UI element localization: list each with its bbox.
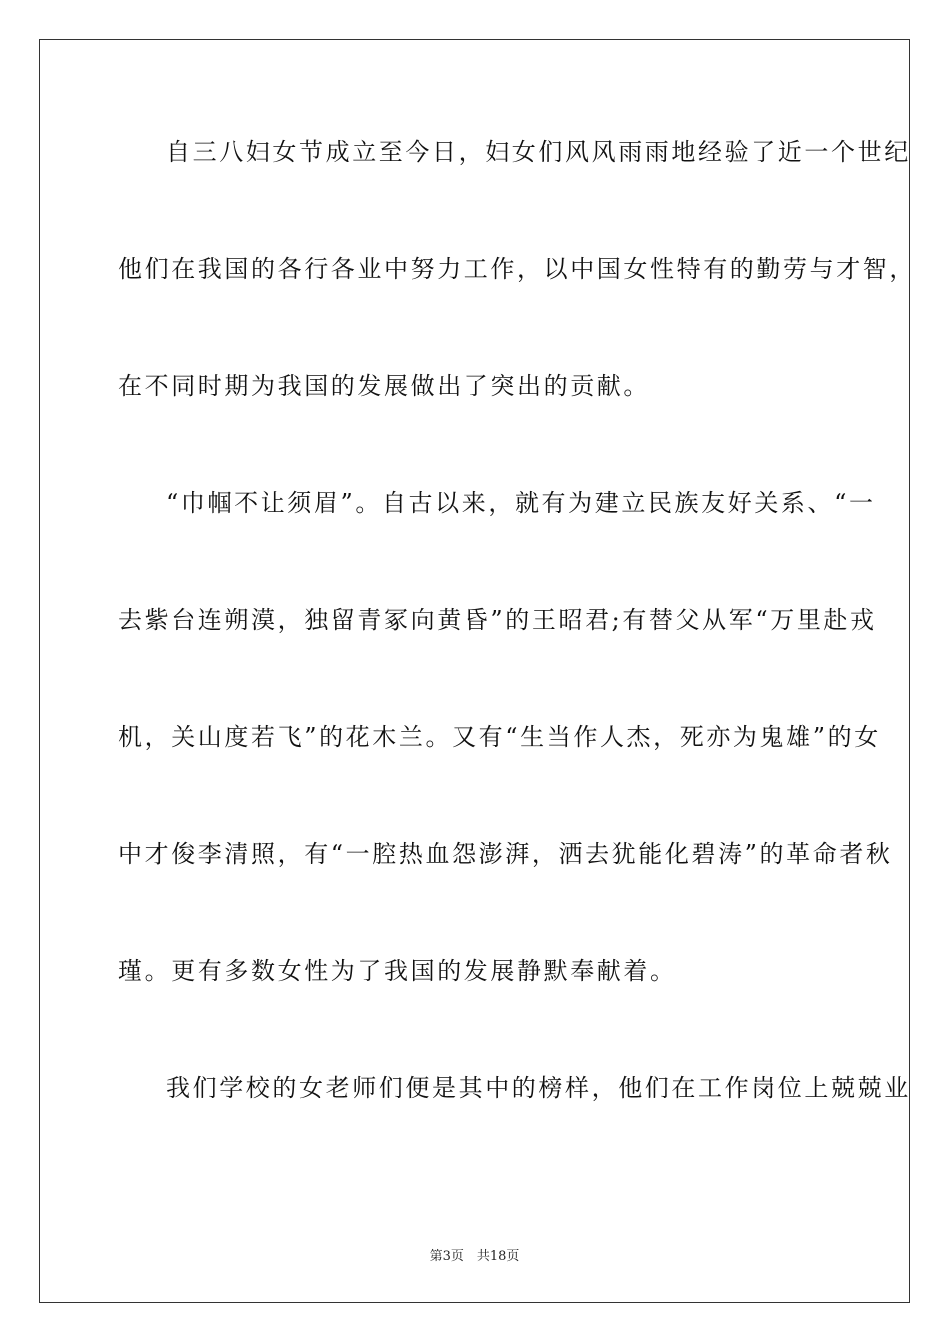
page-number-footer: 第3页 共18页 [429, 1249, 520, 1264]
paragraph-2-line-3: 机，关山度若飞”的花木兰。又有“生当作人杰，死亦为鬼雄”的女 [118, 723, 881, 751]
paragraph-1-line-3: 在不同时期为我国的发展做出了突出的贡献。 [118, 372, 650, 400]
paragraph-2-line-2: 去紫台连朔漠，独留青冢向黄昏”的王昭君;有替父从军“万里赴戎 [118, 606, 877, 634]
paragraph-2-line-1: “巾帼不让须眉”。自古以来，就有为建立民族友好关系、“一 [166, 489, 876, 517]
paragraph-2-line-4: 中才俊李清照，有“一腔热血怨澎湃，洒去犹能化碧涛”的革命者秋 [118, 840, 893, 868]
document-page [39, 39, 916, 1303]
paragraph-1-line-2: 他们在我国的各行各业中努力工作，以中国女性特有的勤劳与才智， [118, 255, 916, 283]
paragraph-3-line-1: 我们学校的女老师们便是其中的榜样，他们在工作岗位上兢兢业 [166, 1074, 911, 1102]
paragraph-2-line-5: 瑾。更有多数女性为了我国的发展静默奉献着。 [118, 957, 677, 985]
paragraph-1-line-1: 自三八妇女节成立至今日，妇女们风风雨雨地经验了近一个世纪 [166, 138, 911, 166]
